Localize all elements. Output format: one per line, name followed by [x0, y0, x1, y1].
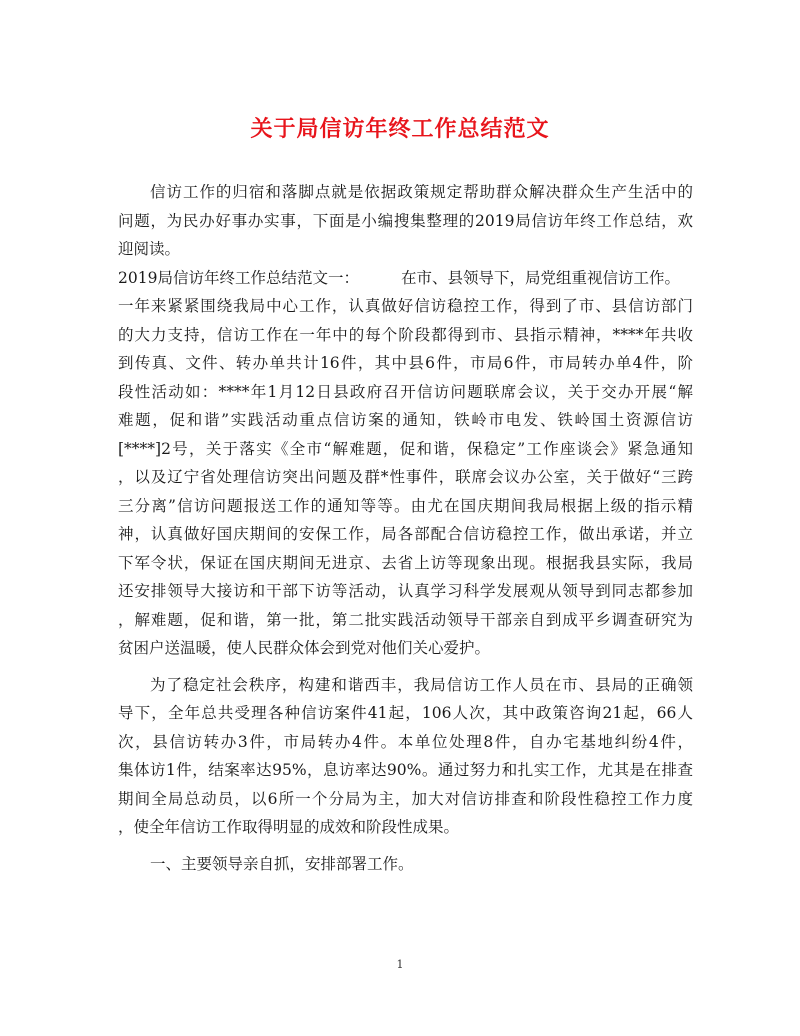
paragraph-line: 导下，全年总共受理各种信访案件41起，106人次，其中政策咨询21起，66人 — [118, 704, 693, 722]
subsection-heading: 一、主要领导亲自抓，安排部署工作。 — [150, 854, 414, 873]
paragraph-line: 为了稳定社会秩序，构建和谐西丰，我局信访工作人员在市、县局的正确领 — [150, 675, 693, 694]
paragraph-line: 期间全局总动员，以6所一个分局为主，加大对信访排查和阶段性稳控工作力度 — [118, 789, 693, 808]
paragraph-line: ，以及辽宁省处理信访突出问题及群*性事件，联席会议办公室，关于做好“三跨 — [118, 468, 693, 486]
section-heading-line — [118, 264, 693, 293]
paragraph-line: 问题，为民办好事办实事，下面是小编搜集整理的2019局信访年终工作总结，欢 — [118, 211, 693, 230]
paragraph-line: ，解难题，促和谐，第一批，第二批实践活动领导干部亲自到成平乡调查研究为 — [118, 610, 693, 629]
paragraph-line: 在市、县领导下，局党组重视信访工作。 — [400, 268, 680, 287]
paragraph-line: 次，县信访转办3件，市局转办4件。本单位处理8件，自办宅基地纠纷4件， — [118, 732, 693, 751]
paragraph-line: 还安排领导大接访和干部下访等活动，认真学习科学发展观从领导到同志都参加 — [118, 582, 693, 600]
document-title: 关于局信访年终工作总结范文 — [250, 116, 550, 142]
paragraph-line: 三分离”信访问题报送工作的通知等等。由尤在国庆期间我局根据上级的指示精 — [118, 496, 693, 515]
paragraph-line: 集体访1件，结案率达95%，息访率达90%。通过努力和扎实工作，尤其是在排查 — [118, 761, 693, 779]
paragraph-line: 贫困户送温暖，使人民群众体会到党对他们关心爱护。 — [118, 639, 491, 657]
paragraph-line: 下军令状，保证在国庆期间无进京、去省上访等现象出现。根据我县实际，我局 — [118, 553, 693, 572]
section-heading: 2019局信访年终工作总结范文一： — [118, 268, 359, 287]
paragraph-line: 迎阅读。 — [118, 240, 181, 258]
page-number: 1 — [396, 958, 404, 971]
paragraph-line: 到传真、文件、转办单共计16件，其中县6件，市局6件，市局转办单4件，阶 — [118, 354, 693, 372]
paragraph-line: 的大力支持，信访工作在一年中的每个阶段都得到市、县指示精神，****年共收 — [118, 325, 693, 344]
document-body — [118, 178, 693, 878]
paragraph-line: 段性活动如：****年1月12日县政府召开信访问题联席会议，关于交办开展“解 — [118, 382, 693, 401]
paragraph-line: 信访工作的归宿和落脚点就是依据政策规定帮助群众解决群众生产生活中的 — [150, 183, 693, 201]
paragraph-line: 神，认真做好国庆期间的安保工作，局各部配合信访稳控工作，做出承诺，并立 — [118, 525, 693, 543]
paragraph-line: [****]2号，关于落实《全市“解难题，促和谐，保稳定”工作座谈会》紧急通知 — [118, 439, 693, 458]
paragraph-line: 难题，促和谐”实践活动重点信访案的通知，铁岭市电发、铁岭国土资源信访 — [118, 411, 693, 429]
paragraph-line: ，使全年信访工作取得明显的成效和阶段性成果。 — [118, 818, 460, 836]
paragraph-line: 一年来紧紧围绕我局中心工作，认真做好信访稳控工作，得到了市、县信访部门 — [118, 297, 693, 315]
